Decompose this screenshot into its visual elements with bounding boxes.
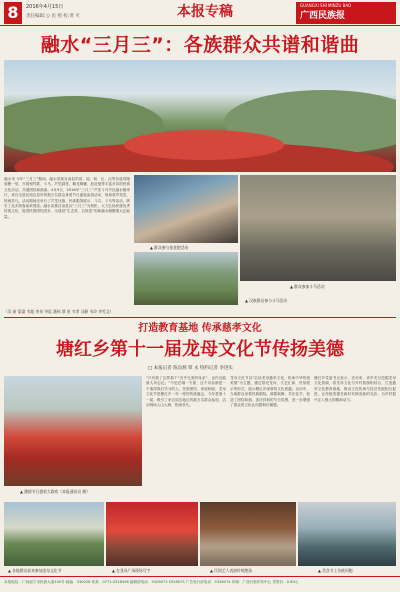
- paper-name: 广西民族报: [300, 11, 346, 21]
- section-divider: [4, 317, 396, 318]
- article1-credit: （吴 新 梁淑 韦超 李泉 岑思 潘伟 覃 星 韦孝 冯静 韦玲 李雪文）: [4, 309, 114, 314]
- article2-body-col1: “只有做了这样那个“近乎完美的母亲”，也许还能被人所忘记。”不论在哪一方面，这个母亲都是一个值得我们学习的人。民族团结，家庭和睦，龙母文化节是塘红乡一年一度的传统盛会，今年是第十一届，吸引了来自周边地区的数万名群众参加，活动现场人山人海，热闹非凡。: [146, 376, 226, 408]
- article1-body: 融水讯 今年“三月三”期间，融水苗族自治县的苗、瑶、侗、壮、汉等各族同胞欢聚一堂，开展相约歌、斗马、芦笙踩堂、舞龙舞狮、抢花炮等丰富多彩的民族文化活动，共谱团结和谐曲。4月9日，2016年“三月三”芦笙斗马节在融水镇举行，来自全县及周边县市的数万名群众身着节日盛装参加活动，现场欢声笑语，热闹非凡。活动期间还举行了芦笙比赛、民族服饰展示、斗鸟、斗马等活动，吸引了众多游客前来观赏。融水苗族自治县以“三月三”为契机，大力弘扬民族优秀传统文化，促进民族团结进步，为建设“生态美、百姓富”的新融水凝聚强大正能量。: [4, 177, 130, 219]
- footer-text: 本报地址：广西南宁市民族大道100号 邮编：530028 传真：0771-5328496 编辑部电话：5328073 5328075 广告发行部电话：5328074 印刷：广西日报印务中心 零售价：0.60元: [4, 580, 299, 584]
- photo-crowd: [124, 130, 284, 160]
- photo-stage: [106, 502, 198, 566]
- article2-body-col2: 龙母文化节以“弘扬龙母慈孝文化，传承中华传统美德”为主题，通过祭祀龙母、文艺汇演、民俗展示等形式，展示塘红乡深厚的文化底蕴。活动中，当地群众身着民族服装，载歌载舞，共庆佳节，营造了团结和谐、喜庆祥和的节日氛围，进一步增强了群众的文化认同感和归属感。: [230, 376, 310, 408]
- article2-subhead: 打造教育基地 传承慈孝文化: [138, 323, 262, 334]
- photo-caption: ▲ 各地群众前来参加龙母文化节: [8, 568, 62, 573]
- photo-horse-event: [134, 252, 238, 305]
- issue-date: 2016年4月15日: [26, 4, 64, 10]
- article2-headline: 塘红乡第十一届龙母文化节传扬美德: [56, 339, 344, 360]
- photo-crowd-gathering: [4, 502, 104, 566]
- article2-body-col3: 塘红乡党委书记表示，近年来，该乡充分挖掘龙母文化资源，将龙母文化与乡村旅游相结合，打造慈孝文化教育基地，推动文化传承与经济发展相互促进，让传统美德在新时代焕发新的光彩，为乡村振兴注入强大的精神动力。: [314, 376, 396, 402]
- section-title: 本报专稿: [177, 4, 233, 20]
- editors-line: 责任编辑:公 民 照 校:黄 可: [26, 14, 80, 19]
- photo-caption: ▲ 激情节日盛装大联欢（本报通讯员 摄）: [20, 489, 90, 494]
- photo-caption: ▲ 群众参与抢花炮活动: [150, 245, 189, 250]
- photo-caption: ▲ 群众参加斗马活动: [290, 284, 325, 289]
- page-number: 8: [4, 2, 22, 24]
- hero-photo: [4, 60, 396, 172]
- photo-horse-fight: [240, 175, 396, 281]
- article1-headline: 融水“三月三”：各族群众共谱和谐曲: [40, 34, 360, 56]
- photo-food: [298, 502, 396, 566]
- photo-artist: [200, 502, 296, 566]
- photo-caption: ▲ 汉族群众参与斗马活动: [245, 298, 288, 303]
- article2-byline: □ 本报记者 陈良炳 覃 永 特约记者 李进头: [148, 366, 233, 371]
- photo-caption: ▲ 民间艺人表演传统绝技: [210, 568, 253, 573]
- paper-pinyin: GUANGXI SHI MINZU BAO: [300, 3, 352, 8]
- photo-festival: [4, 376, 142, 486]
- photo-caption: ▲ 美食节上各族同胞: [318, 568, 353, 573]
- photo-caption: ▲ 在龙母广场现场写字: [112, 568, 151, 573]
- photo-huapao: [134, 175, 238, 243]
